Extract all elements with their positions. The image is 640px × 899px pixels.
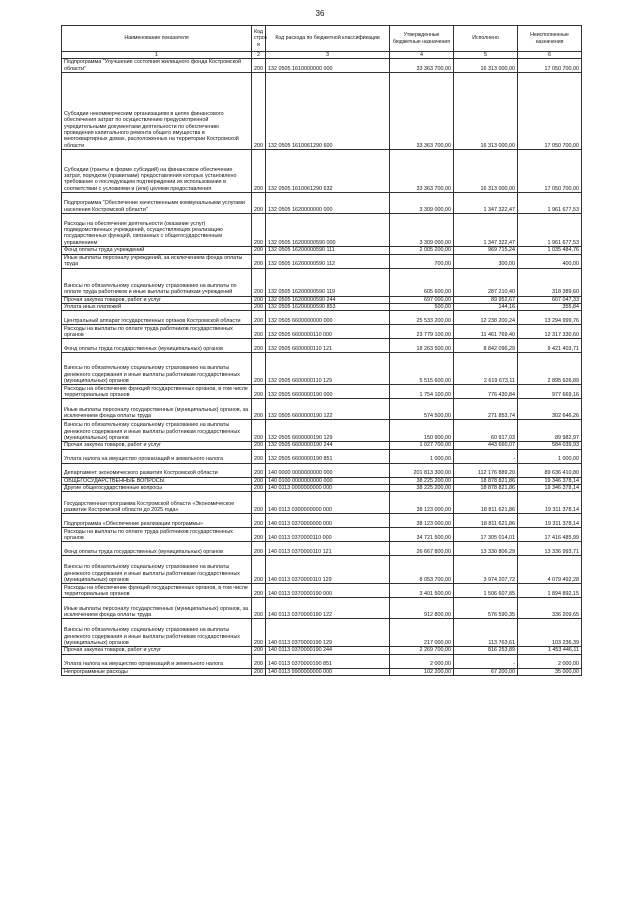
row-budget-code: 132 0505 1620000000 000	[266, 193, 390, 214]
row-remaining-amount: 1 961 677,53	[518, 214, 582, 247]
row-budget-code: 132 0505 16200000590 119	[266, 268, 390, 296]
row-remaining-amount: 89 982,97	[518, 420, 582, 442]
row-line-code: 200	[252, 485, 266, 492]
table-row	[62, 399, 582, 420]
row-indicator-name: Субсидии (гранты в форме субсидий) на финансовое обеспечение затрат, порядком (правилами) предоставления которых установлено требование о последующем подтверждении их использования в соответствии с условиями и (или) целями предоставления	[62, 150, 252, 193]
row-approved-amount: 25 533 200,00	[390, 311, 454, 325]
header-budget-code: Код расхода по бюджетной классификации	[266, 26, 390, 52]
row-line-code: 200	[252, 647, 266, 654]
row-executed-amount: 144,16	[454, 303, 518, 310]
row-executed-amount: 443 660,07	[454, 442, 518, 449]
row-indicator-name: Расходы на обеспечение функций государственных органов, в том числе территориальных органов	[62, 584, 252, 598]
column-index-5: 5	[454, 52, 518, 59]
row-executed-amount: 287 210,40	[454, 268, 518, 296]
header-indicator-name: Наименование показателя	[62, 26, 252, 52]
row-approved-amount: 697 000,00	[390, 296, 454, 303]
row-executed-amount: 60 917,03	[454, 420, 518, 442]
row-budget-code: 140 0000 0000000000 000	[266, 463, 390, 477]
table-row	[62, 442, 582, 449]
row-executed-amount: 67 200,00	[454, 668, 518, 675]
header-approved: Утвержденные бюджетные назначения	[390, 26, 454, 52]
row-budget-code: 132 0505 6600000110 129	[266, 353, 390, 385]
row-budget-code: 132 0505 6600000190 122	[266, 399, 390, 420]
row-line-code: 200	[252, 399, 266, 420]
row-approved-amount: 605 600,00	[390, 268, 454, 296]
row-line-code: 200	[252, 303, 266, 310]
table-row	[62, 268, 582, 296]
row-executed-amount: 18 878 821,86	[454, 477, 518, 484]
row-executed-amount: 16 313 000,00	[454, 73, 518, 150]
row-executed-amount: 271 853,74	[454, 399, 518, 420]
table-row	[62, 303, 582, 310]
row-budget-code: 140 0113 0370000000 000	[266, 514, 390, 528]
row-budget-code: 140 0113 9900000000 000	[266, 668, 390, 675]
row-budget-code: 132 0505 1610061290 600	[266, 73, 390, 150]
row-remaining-amount: 19 311 378,14	[518, 514, 582, 528]
row-budget-code: 132 0505 6600000110 121	[266, 339, 390, 353]
column-index-6: 6	[518, 52, 582, 59]
row-remaining-amount: 17 416 485,99	[518, 528, 582, 542]
row-executed-amount: 17 305 014,01	[454, 528, 518, 542]
row-executed-amount: 576 590,35	[454, 598, 518, 619]
row-line-code: 200	[252, 449, 266, 463]
table-row	[62, 514, 582, 528]
row-remaining-amount: 35 000,00	[518, 668, 582, 675]
row-indicator-name: Департамент экономического развития Костромской области	[62, 463, 252, 477]
row-remaining-amount: 103 236,39	[518, 619, 582, 647]
row-indicator-name: Прочая закупка товаров, работ и услуг	[62, 442, 252, 449]
row-remaining-amount: 1 035 484,76	[518, 247, 582, 254]
header-line-code: Код строк и	[252, 26, 266, 52]
row-indicator-name: Расходы на выплаты по оплате труда работников государственных органов	[62, 528, 252, 542]
column-index-2: 2	[252, 52, 266, 59]
row-remaining-amount: 4 079 492,28	[518, 556, 582, 584]
row-indicator-name: Уплата иных платежей	[62, 303, 252, 310]
row-remaining-amount: 2 895 926,89	[518, 353, 582, 385]
row-budget-code: 140 0113 0370000190 244	[266, 647, 390, 654]
table-row	[62, 150, 582, 193]
row-budget-code: 140 0113 0370000110 121	[266, 542, 390, 556]
row-executed-amount: 300,00	[454, 254, 518, 268]
row-line-code: 200	[252, 463, 266, 477]
row-approved-amount: 1 754 100,00	[390, 385, 454, 399]
row-approved-amount: 23 779 100,00	[390, 325, 454, 339]
row-indicator-name: Взносы по обязательному социальному страхованию на выплаты денежного содержания и иные выплаты работникам государственных (муниципальных) органов	[62, 353, 252, 385]
table-row	[62, 449, 582, 463]
row-line-code: 200	[252, 668, 266, 675]
table-row	[62, 325, 582, 339]
row-line-code: 200	[252, 247, 266, 254]
row-remaining-amount: 17 050 700,00	[518, 59, 582, 73]
row-indicator-name: Расходы на обеспечение деятельности (оказание услуг) подведомственных учреждений, осуществляющих реализацию государственных функций, связанных с общегосударственным управлением	[62, 214, 252, 247]
header-executed: Исполнено	[454, 26, 518, 52]
table-row	[62, 385, 582, 399]
table-row	[62, 214, 582, 247]
row-budget-code: 132 0505 16200000590 853	[266, 303, 390, 310]
row-approved-amount: 3 309 000,00	[390, 193, 454, 214]
table-row	[62, 528, 582, 542]
row-approved-amount: 5 515 600,00	[390, 353, 454, 385]
row-remaining-amount: 19 346 378,14	[518, 477, 582, 484]
row-line-code: 200	[252, 442, 266, 449]
column-index-1: 1	[62, 52, 252, 59]
row-executed-amount: 12 238 200,24	[454, 311, 518, 325]
row-remaining-amount: 1 453 446,11	[518, 647, 582, 654]
row-indicator-name: ОБЩЕГОСУДАРСТВЕННЫЕ ВОПРОСЫ	[62, 477, 252, 484]
row-executed-amount: 18 811 621,86	[454, 492, 518, 514]
row-approved-amount: 38 123 000,00	[390, 492, 454, 514]
row-remaining-amount: 9 421 403,71	[518, 339, 582, 353]
column-index-4: 4	[390, 52, 454, 59]
page-number: 36	[315, 9, 325, 18]
row-remaining-amount: 12 317 330,60	[518, 325, 582, 339]
row-approved-amount: 574 500,00	[390, 399, 454, 420]
column-index-row	[62, 52, 582, 59]
row-approved-amount: 8 053 700,00	[390, 556, 454, 584]
row-remaining-amount: 977 669,16	[518, 385, 582, 399]
row-budget-code: 140 0113 0370000110 129	[266, 556, 390, 584]
row-line-code: 200	[252, 598, 266, 619]
row-executed-amount: 89 952,67	[454, 296, 518, 303]
column-index-3: 3	[266, 52, 390, 59]
table-row	[62, 420, 582, 442]
table-row	[62, 668, 582, 675]
row-indicator-name: Иные выплаты персоналу учреждений, за исключением фонда оплаты труда	[62, 254, 252, 268]
row-executed-amount: 1 347 322,47	[454, 214, 518, 247]
row-indicator-name: Взносы по обязательному социальному страхованию на выплаты денежного содержания и иные выплаты работникам государственных (муниципальных) органов	[62, 420, 252, 442]
row-budget-code: 132 0505 16200000590 112	[266, 254, 390, 268]
row-remaining-amount: 302 646,26	[518, 399, 582, 420]
row-approved-amount: 3 401 500,00	[390, 584, 454, 598]
row-approved-amount: 33 363 700,00	[390, 150, 454, 193]
row-executed-amount: -	[454, 449, 518, 463]
row-line-code: 200	[252, 193, 266, 214]
header-remaining: Неисполненные назначения	[518, 26, 582, 52]
row-indicator-name: Расходы на обеспечение функций государственных органов, в том числе территориальных органов	[62, 385, 252, 399]
row-line-code: 200	[252, 296, 266, 303]
row-remaining-amount: 19 311 378,14	[518, 492, 582, 514]
table-row	[62, 353, 582, 385]
row-line-code: 200	[252, 420, 266, 442]
row-approved-amount: 201 813 300,00	[390, 463, 454, 477]
table-row	[62, 598, 582, 619]
row-executed-amount: 16 313 000,00	[454, 150, 518, 193]
row-budget-code: 140 0113 0300000000 000	[266, 492, 390, 514]
row-budget-code: 132 0505 1610061290 632	[266, 150, 390, 193]
row-approved-amount: 34 721 500,00	[390, 528, 454, 542]
row-indicator-name: Расходы на выплаты по оплате труда работников государственных органов	[62, 325, 252, 339]
row-remaining-amount: 13 336 993,71	[518, 542, 582, 556]
row-remaining-amount: 607 047,33	[518, 296, 582, 303]
row-executed-amount: 776 430,84	[454, 385, 518, 399]
row-line-code: 200	[252, 528, 266, 542]
table-row	[62, 556, 582, 584]
row-indicator-name: Государственная программа Костромской области «Экономическое развитие Костромской области до 2025 года»	[62, 492, 252, 514]
row-budget-code: 132 0505 6600000000 000	[266, 311, 390, 325]
row-executed-amount: 1 506 607,85	[454, 584, 518, 598]
table-row	[62, 654, 582, 668]
row-executed-amount: 3 974 207,72	[454, 556, 518, 584]
table-row	[62, 477, 582, 484]
row-approved-amount: 912 800,00	[390, 598, 454, 619]
row-indicator-name: Прочая закупка товаров, работ и услуг	[62, 296, 252, 303]
table-header-row	[62, 26, 582, 52]
row-budget-code: 132 0505 6600000190 129	[266, 420, 390, 442]
row-remaining-amount: 355,84	[518, 303, 582, 310]
row-executed-amount: 16 313 000,00	[454, 59, 518, 73]
row-approved-amount: 150 900,00	[390, 420, 454, 442]
table-row	[62, 339, 582, 353]
row-indicator-name: Иные выплаты персоналу государственных (муниципальных) органов, за исключением фонда оплаты труда	[62, 598, 252, 619]
row-line-code: 200	[252, 268, 266, 296]
row-executed-amount: 2 619 673,11	[454, 353, 518, 385]
table-row	[62, 311, 582, 325]
row-budget-code: 132 0505 16200000590 000	[266, 214, 390, 247]
row-budget-code: 140 0113 0370000110 000	[266, 528, 390, 542]
row-line-code: 200	[252, 59, 266, 73]
row-approved-amount: 2 000,00	[390, 654, 454, 668]
row-line-code: 200	[252, 339, 266, 353]
row-line-code: 200	[252, 619, 266, 647]
table-row	[62, 193, 582, 214]
row-indicator-name: Центральный аппарат государственных органов Костромской области	[62, 311, 252, 325]
row-indicator-name: Иные выплаты персоналу государственных (муниципальных) органов, за исключением фонда оплаты труда	[62, 399, 252, 420]
row-approved-amount: 102 200,00	[390, 668, 454, 675]
row-indicator-name: Взносы по обязательному социальному страхованию на выплаты денежного содержания и иные выплаты работникам государственных (муниципальных) органов	[62, 619, 252, 647]
row-approved-amount: 2 269 700,00	[390, 647, 454, 654]
row-budget-code: 140 0113 0000000000 000	[266, 485, 390, 492]
row-line-code: 200	[252, 353, 266, 385]
row-approved-amount: 1 027 700,00	[390, 442, 454, 449]
row-line-code: 200	[252, 654, 266, 668]
row-budget-code: 140 0113 0370000190 000	[266, 584, 390, 598]
row-remaining-amount: 13 294 999,76	[518, 311, 582, 325]
row-executed-amount: 13 330 806,29	[454, 542, 518, 556]
table-row	[62, 59, 582, 73]
row-budget-code: 132 0505 16200000590 244	[266, 296, 390, 303]
table-row	[62, 584, 582, 598]
budget-execution-table	[61, 25, 582, 676]
row-line-code: 200	[252, 584, 266, 598]
row-line-code: 200	[252, 214, 266, 247]
row-approved-amount: 26 667 800,00	[390, 542, 454, 556]
row-indicator-name: Другие общегосударственные вопросы	[62, 485, 252, 492]
row-approved-amount: 2 005 200,00	[390, 247, 454, 254]
row-line-code: 200	[252, 325, 266, 339]
row-indicator-name: Подпрограмма "Обеспечение качественными коммунальными услугами населения Костромской области"	[62, 193, 252, 214]
row-approved-amount: 38 123 000,00	[390, 514, 454, 528]
row-executed-amount: 113 763,61	[454, 619, 518, 647]
row-executed-amount: 969 715,24	[454, 247, 518, 254]
row-approved-amount: 38 225 200,00	[390, 477, 454, 484]
table-row	[62, 485, 582, 492]
row-approved-amount: 1 000,00	[390, 449, 454, 463]
row-indicator-name: Фонд оплаты труда государственных (муниципальных) органов	[62, 339, 252, 353]
row-indicator-name: Прочая закупка товаров, работ и услуг	[62, 647, 252, 654]
row-budget-code: 140 0100 0000000000 000	[266, 477, 390, 484]
row-budget-code: 132 0505 6600000190 244	[266, 442, 390, 449]
row-remaining-amount: 400,00	[518, 254, 582, 268]
row-executed-amount: -	[454, 654, 518, 668]
row-remaining-amount: 584 039,93	[518, 442, 582, 449]
row-approved-amount: 3 309 000,00	[390, 214, 454, 247]
row-executed-amount: 18 878 821,86	[454, 485, 518, 492]
row-executed-amount: 18 811 621,86	[454, 514, 518, 528]
row-line-code: 200	[252, 73, 266, 150]
table-row	[62, 73, 582, 150]
row-indicator-name: Подпрограмма "Улучшение состояния жилищного фонда Костромской области"	[62, 59, 252, 73]
row-approved-amount: 500,00	[390, 303, 454, 310]
row-approved-amount: 33 363 700,00	[390, 73, 454, 150]
row-executed-amount: 8 842 096,29	[454, 339, 518, 353]
row-budget-code: 140 0113 0370000190 129	[266, 619, 390, 647]
row-budget-code: 132 0505 6600000190 851	[266, 449, 390, 463]
row-approved-amount: 33 363 700,00	[390, 59, 454, 73]
row-approved-amount: 38 225 200,00	[390, 485, 454, 492]
row-executed-amount: 112 176 889,20	[454, 463, 518, 477]
row-indicator-name: Взносы по обязательному социальному страхованию на выплаты по оплате труда работников и иные выплаты работникам учреждений	[62, 268, 252, 296]
table-row	[62, 254, 582, 268]
row-indicator-name: Фонд оплаты труда учреждений	[62, 247, 252, 254]
row-indicator-name: Субсидии некоммерческим организациям в целях финансового обеспечения затрат по осуществлению предусмотренной учредительными документами деятельности по обеспечению проведения капитального ремонта общего имущества в многоквартирных домах, расположенных на территории Костромской области	[62, 73, 252, 150]
row-approved-amount: 700,00	[390, 254, 454, 268]
table-row	[62, 247, 582, 254]
row-remaining-amount: 1 894 892,15	[518, 584, 582, 598]
row-approved-amount: 18 263 500,00	[390, 339, 454, 353]
row-remaining-amount: 19 346 378,14	[518, 485, 582, 492]
row-budget-code: 140 0113 0370000190 122	[266, 598, 390, 619]
row-indicator-name: Уплата налога на имущество организаций и земельного налога	[62, 449, 252, 463]
table-row	[62, 619, 582, 647]
row-indicator-name: Непрограммные расходы	[62, 668, 252, 675]
row-indicator-name: Подпрограмма «Обеспечение реализации программы»	[62, 514, 252, 528]
row-remaining-amount: 89 636 410,80	[518, 463, 582, 477]
row-line-code: 200	[252, 311, 266, 325]
table-row	[62, 492, 582, 514]
row-remaining-amount: 318 389,60	[518, 268, 582, 296]
row-remaining-amount: 17 050 700,00	[518, 150, 582, 193]
row-indicator-name: Фонд оплаты труда государственных (муниципальных) органов	[62, 542, 252, 556]
row-budget-code: 132 0505 1610000000 000	[266, 59, 390, 73]
row-line-code: 200	[252, 492, 266, 514]
row-budget-code: 132 0505 16200000590 111	[266, 247, 390, 254]
row-line-code: 200	[252, 254, 266, 268]
row-remaining-amount: 1 961 677,53	[518, 193, 582, 214]
row-executed-amount: 1 347 322,47	[454, 193, 518, 214]
row-line-code: 200	[252, 556, 266, 584]
row-budget-code: 140 0113 0370000190 851	[266, 654, 390, 668]
table-row	[62, 296, 582, 303]
row-executed-amount: 816 253,89	[454, 647, 518, 654]
row-line-code: 200	[252, 514, 266, 528]
row-indicator-name: Взносы по обязательному социальному страхованию на выплаты денежного содержания и иные выплаты работникам государственных (муниципальных) органов	[62, 556, 252, 584]
row-line-code: 200	[252, 477, 266, 484]
row-remaining-amount: 17 050 700,00	[518, 73, 582, 150]
row-approved-amount: 217 000,00	[390, 619, 454, 647]
row-budget-code: 132 0505 6600000190 000	[266, 385, 390, 399]
row-budget-code: 132 0505 6600000110 000	[266, 325, 390, 339]
row-line-code: 200	[252, 150, 266, 193]
table-row	[62, 542, 582, 556]
row-remaining-amount: 336 209,65	[518, 598, 582, 619]
row-line-code: 200	[252, 385, 266, 399]
row-indicator-name: Уплата налога на имущество организаций и земельного налога	[62, 654, 252, 668]
row-line-code: 200	[252, 542, 266, 556]
table-row	[62, 647, 582, 654]
row-executed-amount: 11 461 769,40	[454, 325, 518, 339]
row-remaining-amount: 2 000,00	[518, 654, 582, 668]
table-row	[62, 463, 582, 477]
row-remaining-amount: 1 000,00	[518, 449, 582, 463]
